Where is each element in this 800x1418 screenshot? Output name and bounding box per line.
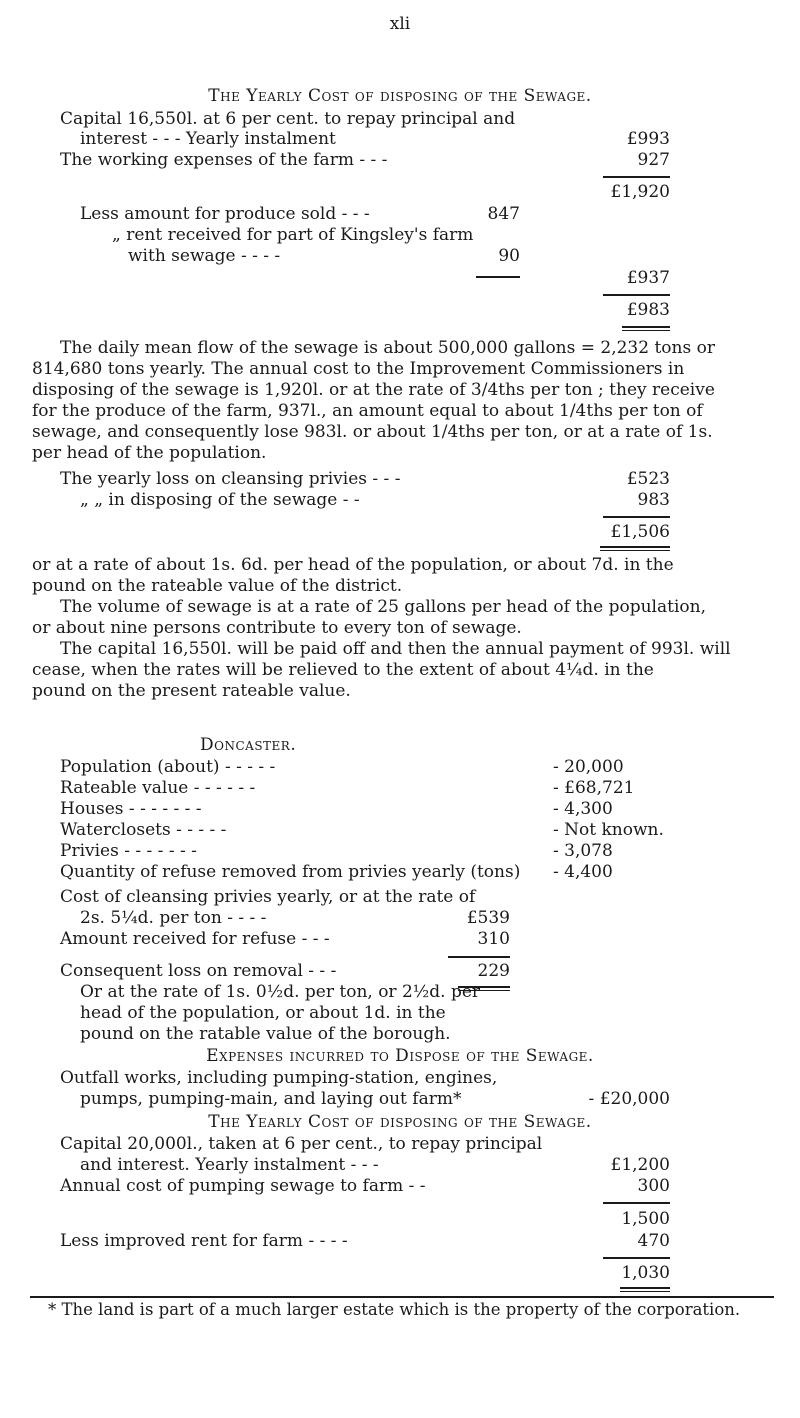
outfall-value: - £20,000 [588, 1089, 670, 1109]
less-improved-rent: Less improved rent for farm - - - - [60, 1231, 348, 1251]
doncaster-row-value: - Not known. [553, 820, 664, 840]
para-line: pound on the rateable value of the district. [32, 576, 403, 596]
total-value: £1,920 [610, 182, 670, 202]
doncaster-row-value: - £68,721 [553, 778, 635, 798]
rate-line-1: Or at the rate of 1s. 0½d. per ton, or 2½d. per [80, 982, 481, 1002]
less-produce-value: 847 [487, 204, 520, 224]
outfall-line-2: pumps, pumping-main, and laying out farm* [80, 1089, 462, 1109]
rate-line-3: pound on the ratable value of the borough. [80, 1024, 451, 1044]
para-line: 814,680 tons yearly. The annual cost to the Improvement Commissioners in [32, 359, 685, 379]
para-line: The volume of sewage is at a rate of 25 gallons per head of the population, [60, 597, 706, 617]
s2-total-value: 1,500 [621, 1209, 670, 1229]
doncaster-row-value: - 4,300 [553, 799, 613, 819]
rate-line-2: head of the population, or about 1d. in the [80, 1003, 446, 1023]
paragraph-daily-flow [32, 338, 772, 464]
rent-received-line-2: with sewage - - - - [128, 246, 281, 266]
net-loss-value: £983 [626, 300, 670, 320]
para-line: sewage, and consequently lose 983l. or about 1/4ths per ton, or at a rate of 1s. [32, 422, 713, 442]
refuse-received: Amount received for refuse - - - [60, 929, 330, 949]
rule [603, 176, 670, 178]
loss-total-value: £1,506 [610, 522, 670, 542]
paragraph-rate [32, 555, 772, 702]
consequent-loss: Consequent loss on removal - - - [60, 961, 337, 981]
para-line: cease, when the rates will be relieved to the extent of about 4¼d. in the [32, 660, 654, 680]
page-number: xli [389, 14, 411, 34]
capital-line-2: interest - - - Yearly instalment [80, 129, 336, 149]
pumping-cost-value: 300 [637, 1176, 670, 1196]
capital-value: £993 [626, 129, 670, 149]
doncaster-row-value: - 3,078 [553, 841, 613, 861]
para-line: disposing of the sewage is 1,920l. or at the rate of 3/4ths per ton ; they receive [32, 380, 715, 400]
rent-received-value: 90 [498, 246, 520, 266]
doncaster-row-label: Quantity of refuse removed from privies yearly (tons) [60, 862, 521, 882]
double-rule [600, 546, 670, 551]
loss-cleansing: The yearly loss on cleansing privies - - - [60, 469, 401, 489]
double-rule [622, 326, 670, 331]
less-produce-sold: Less amount for produce sold - - - [80, 204, 370, 224]
working-expenses: The working expenses of the farm - - - [60, 150, 388, 170]
doncaster-row-label: Houses - - - - - - - [60, 799, 202, 819]
section-title-yearly-cost-2: The Yearly Cost of disposing of the Sewage. [208, 1112, 592, 1132]
refuse-received-value: 310 [477, 929, 510, 949]
rule [603, 1202, 670, 1204]
cost-cleansing-value: £539 [466, 908, 510, 928]
doncaster-row-value: - 20,000 [553, 757, 624, 777]
outfall-line-1: Outfall works, including pumping-station, engines, [60, 1068, 498, 1088]
working-expenses-value: 927 [637, 150, 670, 170]
loss-cleansing-value: £523 [626, 469, 670, 489]
doncaster-row-value: - 4,400 [553, 862, 613, 882]
rule [448, 956, 510, 958]
rent-received-line-1: „ rent received for part of Kingsley's farm [112, 225, 474, 245]
para-line: or about nine persons contribute to every ton of sewage. [32, 618, 522, 638]
rule [476, 276, 520, 278]
para-line: for the produce of the farm, 937l., an amount equal to about 1/4ths per ton of [32, 401, 703, 421]
para-line: or at a rate of about 1s. 6d. per head of the population, or about 7d. in the [32, 555, 674, 575]
loss-disposing: „ „ in disposing of the sewage - - [80, 490, 360, 510]
capital2-value: £1,200 [610, 1155, 670, 1175]
pumping-cost: Annual cost of pumping sewage to farm - - [60, 1176, 426, 1196]
doncaster-heading: Doncaster. [200, 735, 297, 755]
expenses-title: Expenses incurred to Dispose of the Sewage. [206, 1046, 594, 1066]
doncaster-row-label: Privies - - - - - - - [60, 841, 197, 861]
footnote-rule [30, 1296, 774, 1298]
para-line: pound on the present rateable value. [32, 681, 351, 701]
para-line: The capital 16,550l. will be paid off and then the annual payment of 993l. will [60, 639, 731, 659]
s2-net-value: 1,030 [621, 1263, 670, 1283]
footnote: * The land is part of a much larger estate which is the property of the corporation. [48, 1300, 741, 1319]
doncaster-row-label: Population (about) - - - - - [60, 757, 276, 777]
doncaster-row-label: Rateable value - - - - - - [60, 778, 256, 798]
section-title-yearly-cost: The Yearly Cost of disposing of the Sewage. [208, 86, 592, 106]
subtotal-value: £937 [626, 268, 670, 288]
capital-line-1: Capital 16,550l. at 6 per cent. to repay principal and [60, 109, 516, 129]
consequent-loss-value: 229 [477, 961, 510, 981]
para-line: The daily mean flow of the sewage is about 500,000 gallons = 2,232 tons or [60, 338, 715, 358]
rule [603, 294, 670, 296]
para-line: per head of the population. [32, 443, 267, 463]
cost-cleansing-line-2: 2s. 5¼d. per ton - - - - [80, 908, 267, 928]
less-improved-rent-value: 470 [637, 1231, 670, 1251]
loss-disposing-value: 983 [637, 490, 670, 510]
cost-cleansing-line-1: Cost of cleansing privies yearly, or at the rate of [60, 887, 476, 907]
rule [603, 516, 670, 518]
double-rule [620, 1287, 670, 1292]
capital2-line-1: Capital 20,000l., taken at 6 per cent., to repay principal [60, 1134, 543, 1154]
doncaster-row-label: Waterclosets - - - - - [60, 820, 227, 840]
rule [603, 1257, 670, 1259]
capital2-line-2: and interest. Yearly instalment - - - [80, 1155, 379, 1175]
